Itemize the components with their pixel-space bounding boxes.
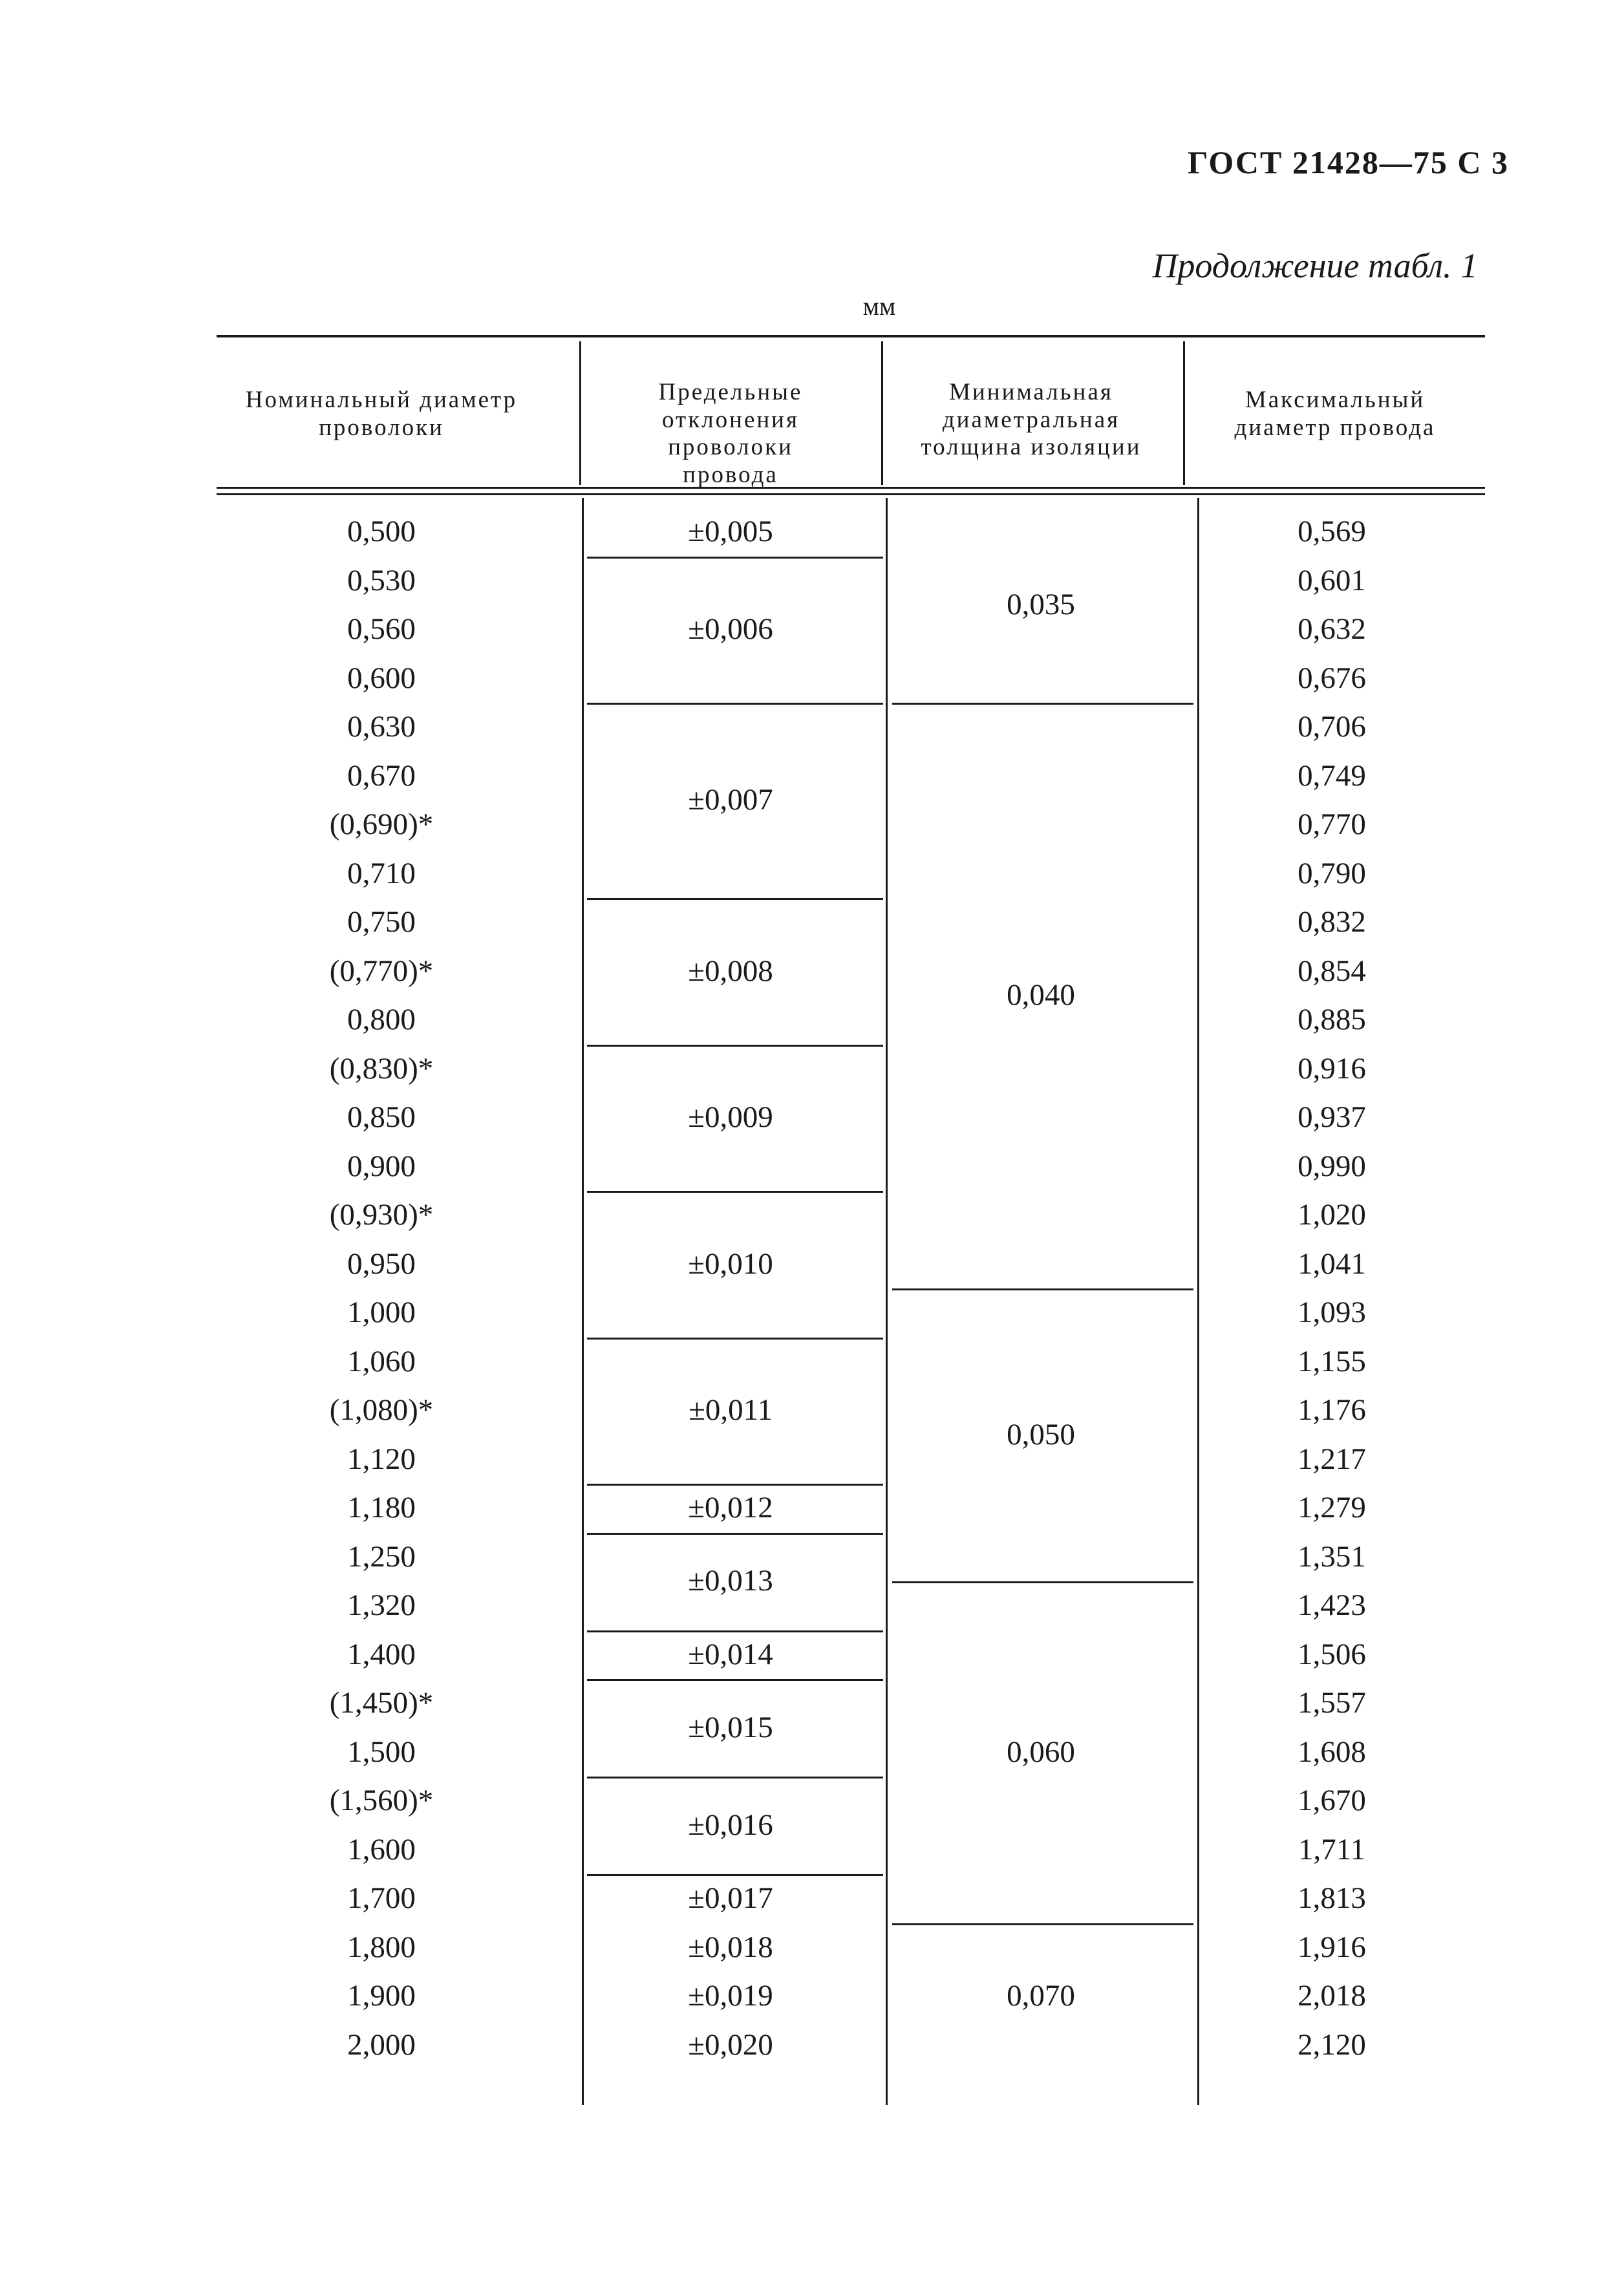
tolerance-cell: ±0,009 bbox=[688, 1100, 773, 1134]
max-diameter-cell: 1,279 bbox=[1298, 1491, 1366, 1524]
max-diameter-cell: 1,916 bbox=[1298, 1930, 1366, 1964]
nominal-diameter-cell: 1,500 bbox=[347, 1735, 416, 1769]
max-diameter-cell: 2,018 bbox=[1298, 1979, 1366, 2013]
nominal-diameter-cell: (0,830)* bbox=[329, 1051, 434, 1085]
insulation-group-divider bbox=[892, 1288, 1193, 1290]
max-diameter-cell: 0,632 bbox=[1298, 612, 1366, 646]
units-label: мм bbox=[862, 292, 896, 321]
nominal-diameter-cell: 0,750 bbox=[347, 905, 416, 939]
header-bottom-rule bbox=[217, 493, 1485, 495]
header-col-divider bbox=[1183, 341, 1185, 485]
max-diameter-cell: 1,176 bbox=[1298, 1393, 1366, 1427]
max-diameter-cell: 0,676 bbox=[1298, 661, 1366, 695]
nominal-diameter-cell: (0,690)* bbox=[329, 807, 434, 841]
tolerance-group-divider bbox=[587, 557, 883, 559]
nominal-diameter-cell: 1,900 bbox=[347, 1979, 416, 2013]
tolerance-cell: ±0,008 bbox=[688, 954, 773, 988]
tolerance-group-divider bbox=[587, 1045, 883, 1047]
tolerance-group-divider bbox=[587, 703, 883, 705]
table-top-rule bbox=[217, 335, 1485, 337]
max-diameter-cell: 0,990 bbox=[1298, 1149, 1366, 1183]
nominal-diameter-cell: 1,700 bbox=[347, 1881, 416, 1915]
tolerance-cell: ±0,006 bbox=[688, 612, 773, 646]
max-diameter-cell: 1,506 bbox=[1298, 1637, 1366, 1671]
max-diameter-cell: 0,937 bbox=[1298, 1100, 1366, 1134]
header-col-divider bbox=[881, 341, 883, 485]
insulation-thickness-cell: 0,035 bbox=[1007, 588, 1075, 622]
body-col-divider bbox=[582, 498, 584, 2105]
nominal-diameter-cell: 0,630 bbox=[347, 710, 416, 743]
tolerance-group-divider bbox=[587, 1484, 883, 1486]
nominal-diameter-cell: (0,930)* bbox=[329, 1198, 434, 1232]
nominal-diameter-cell: 1,800 bbox=[347, 1930, 416, 1964]
max-diameter-cell: 0,916 bbox=[1298, 1051, 1366, 1085]
max-diameter-cell: 1,670 bbox=[1298, 1784, 1366, 1817]
max-diameter-cell: 2,120 bbox=[1298, 2027, 1366, 2062]
nominal-diameter-cell: (1,560)* bbox=[329, 1784, 434, 1817]
max-diameter-cell: 0,832 bbox=[1298, 905, 1366, 939]
column-header-nominal-diameter: Номинальный диаметр проволоки bbox=[245, 387, 518, 441]
insulation-thickness-cell: 0,040 bbox=[1007, 978, 1075, 1012]
tolerance-cell: ±0,012 bbox=[688, 1491, 773, 1524]
tolerance-cell: ±0,014 bbox=[688, 1637, 773, 1671]
insulation-group-divider bbox=[892, 1923, 1193, 1925]
max-diameter-cell: 1,093 bbox=[1298, 1296, 1366, 1329]
standard-designation: ГОСТ 21428—75 С 3 bbox=[1187, 144, 1509, 180]
nominal-diameter-cell: 0,500 bbox=[347, 515, 416, 548]
body-col-divider bbox=[886, 498, 888, 2105]
max-diameter-cell: 1,041 bbox=[1298, 1246, 1366, 1281]
tolerance-cell: ±0,007 bbox=[688, 783, 773, 817]
tolerance-cell: ±0,015 bbox=[688, 1710, 773, 1744]
max-diameter-cell: 1,813 bbox=[1298, 1881, 1366, 1915]
nominal-diameter-cell: 1,600 bbox=[347, 1832, 416, 1866]
nominal-diameter-cell: 1,000 bbox=[347, 1296, 416, 1329]
tolerance-cell: ±0,020 bbox=[688, 2027, 773, 2062]
tolerance-group-divider bbox=[587, 1338, 883, 1340]
nominal-diameter-cell: 1,060 bbox=[347, 1344, 416, 1378]
nominal-diameter-cell: 1,250 bbox=[347, 1539, 416, 1574]
max-diameter-cell: 1,155 bbox=[1298, 1344, 1366, 1378]
max-diameter-cell: 1,557 bbox=[1298, 1686, 1366, 1720]
max-diameter-cell: 0,601 bbox=[1298, 563, 1366, 597]
max-diameter-cell: 1,423 bbox=[1298, 1588, 1366, 1622]
nominal-diameter-cell: 0,710 bbox=[347, 856, 416, 890]
tolerance-group-divider bbox=[587, 1679, 883, 1681]
tolerance-cell: ±0,019 bbox=[688, 1979, 773, 2013]
nominal-diameter-cell: (0,770)* bbox=[329, 954, 434, 988]
nominal-diameter-cell: 0,950 bbox=[347, 1246, 416, 1281]
tolerance-cell: ±0,017 bbox=[688, 1881, 773, 1915]
column-header-insulation-thickness: Минимальная диаметральная толщина изоляции bbox=[921, 379, 1142, 461]
nominal-diameter-cell: 1,180 bbox=[347, 1491, 416, 1524]
max-diameter-cell: 1,217 bbox=[1298, 1442, 1366, 1476]
nominal-diameter-cell: 0,560 bbox=[347, 612, 416, 646]
tolerance-cell: ±0,011 bbox=[689, 1393, 773, 1427]
max-diameter-cell: 1,711 bbox=[1298, 1832, 1365, 1866]
insulation-thickness-cell: 0,060 bbox=[1007, 1735, 1075, 1769]
tolerance-group-divider bbox=[587, 1874, 883, 1876]
nominal-diameter-cell: 1,400 bbox=[347, 1637, 416, 1671]
max-diameter-cell: 0,790 bbox=[1298, 856, 1366, 890]
nominal-diameter-cell: 0,800 bbox=[347, 1003, 416, 1036]
nominal-diameter-cell: 0,530 bbox=[347, 563, 416, 597]
tolerance-cell: ±0,013 bbox=[688, 1564, 773, 1598]
max-diameter-cell: 0,569 bbox=[1298, 515, 1366, 548]
header-col-divider bbox=[579, 341, 581, 485]
tolerance-group-divider bbox=[587, 1630, 883, 1632]
insulation-thickness-cell: 0,050 bbox=[1007, 1417, 1075, 1451]
max-diameter-cell: 0,706 bbox=[1298, 710, 1366, 743]
insulation-group-divider bbox=[892, 1581, 1193, 1583]
nominal-diameter-cell: 0,670 bbox=[347, 758, 416, 793]
nominal-diameter-cell: 0,850 bbox=[347, 1100, 416, 1134]
nominal-diameter-cell: 1,320 bbox=[347, 1588, 416, 1622]
table-continuation-caption: Продолжение табл. 1 bbox=[1152, 246, 1478, 285]
tolerance-group-divider bbox=[587, 1533, 883, 1535]
nominal-diameter-cell: 2,000 bbox=[347, 2027, 416, 2062]
max-diameter-cell: 0,854 bbox=[1298, 954, 1366, 988]
tolerance-group-divider bbox=[587, 898, 883, 900]
max-diameter-cell: 1,608 bbox=[1298, 1735, 1366, 1769]
column-header-tolerance: Предельные отклонения проволоки провода bbox=[658, 379, 803, 488]
tolerance-cell: ±0,016 bbox=[688, 1808, 773, 1842]
body-col-divider bbox=[1197, 498, 1199, 2105]
header-bottom-rule bbox=[217, 487, 1485, 489]
tolerance-cell: ±0,005 bbox=[688, 515, 773, 548]
tolerance-group-divider bbox=[587, 1777, 883, 1778]
insulation-thickness-cell: 0,070 bbox=[1007, 1979, 1075, 2013]
nominal-diameter-cell: 1,120 bbox=[347, 1442, 416, 1476]
tolerance-cell: ±0,018 bbox=[688, 1930, 773, 1964]
column-header-max-wire-diameter: Максимальный диаметр провода bbox=[1234, 387, 1436, 441]
nominal-diameter-cell: (1,080)* bbox=[329, 1393, 434, 1427]
max-diameter-cell: 0,885 bbox=[1298, 1003, 1366, 1036]
max-diameter-cell: 0,749 bbox=[1298, 758, 1366, 793]
tolerance-cell: ±0,010 bbox=[688, 1246, 773, 1281]
max-diameter-cell: 1,020 bbox=[1298, 1198, 1366, 1232]
max-diameter-cell: 1,351 bbox=[1298, 1539, 1366, 1574]
nominal-diameter-cell: 0,900 bbox=[347, 1149, 416, 1183]
max-diameter-cell: 0,770 bbox=[1298, 807, 1366, 841]
insulation-group-divider bbox=[892, 703, 1193, 705]
nominal-diameter-cell: 0,600 bbox=[347, 661, 416, 695]
tolerance-group-divider bbox=[587, 1191, 883, 1193]
nominal-diameter-cell: (1,450)* bbox=[329, 1686, 434, 1720]
